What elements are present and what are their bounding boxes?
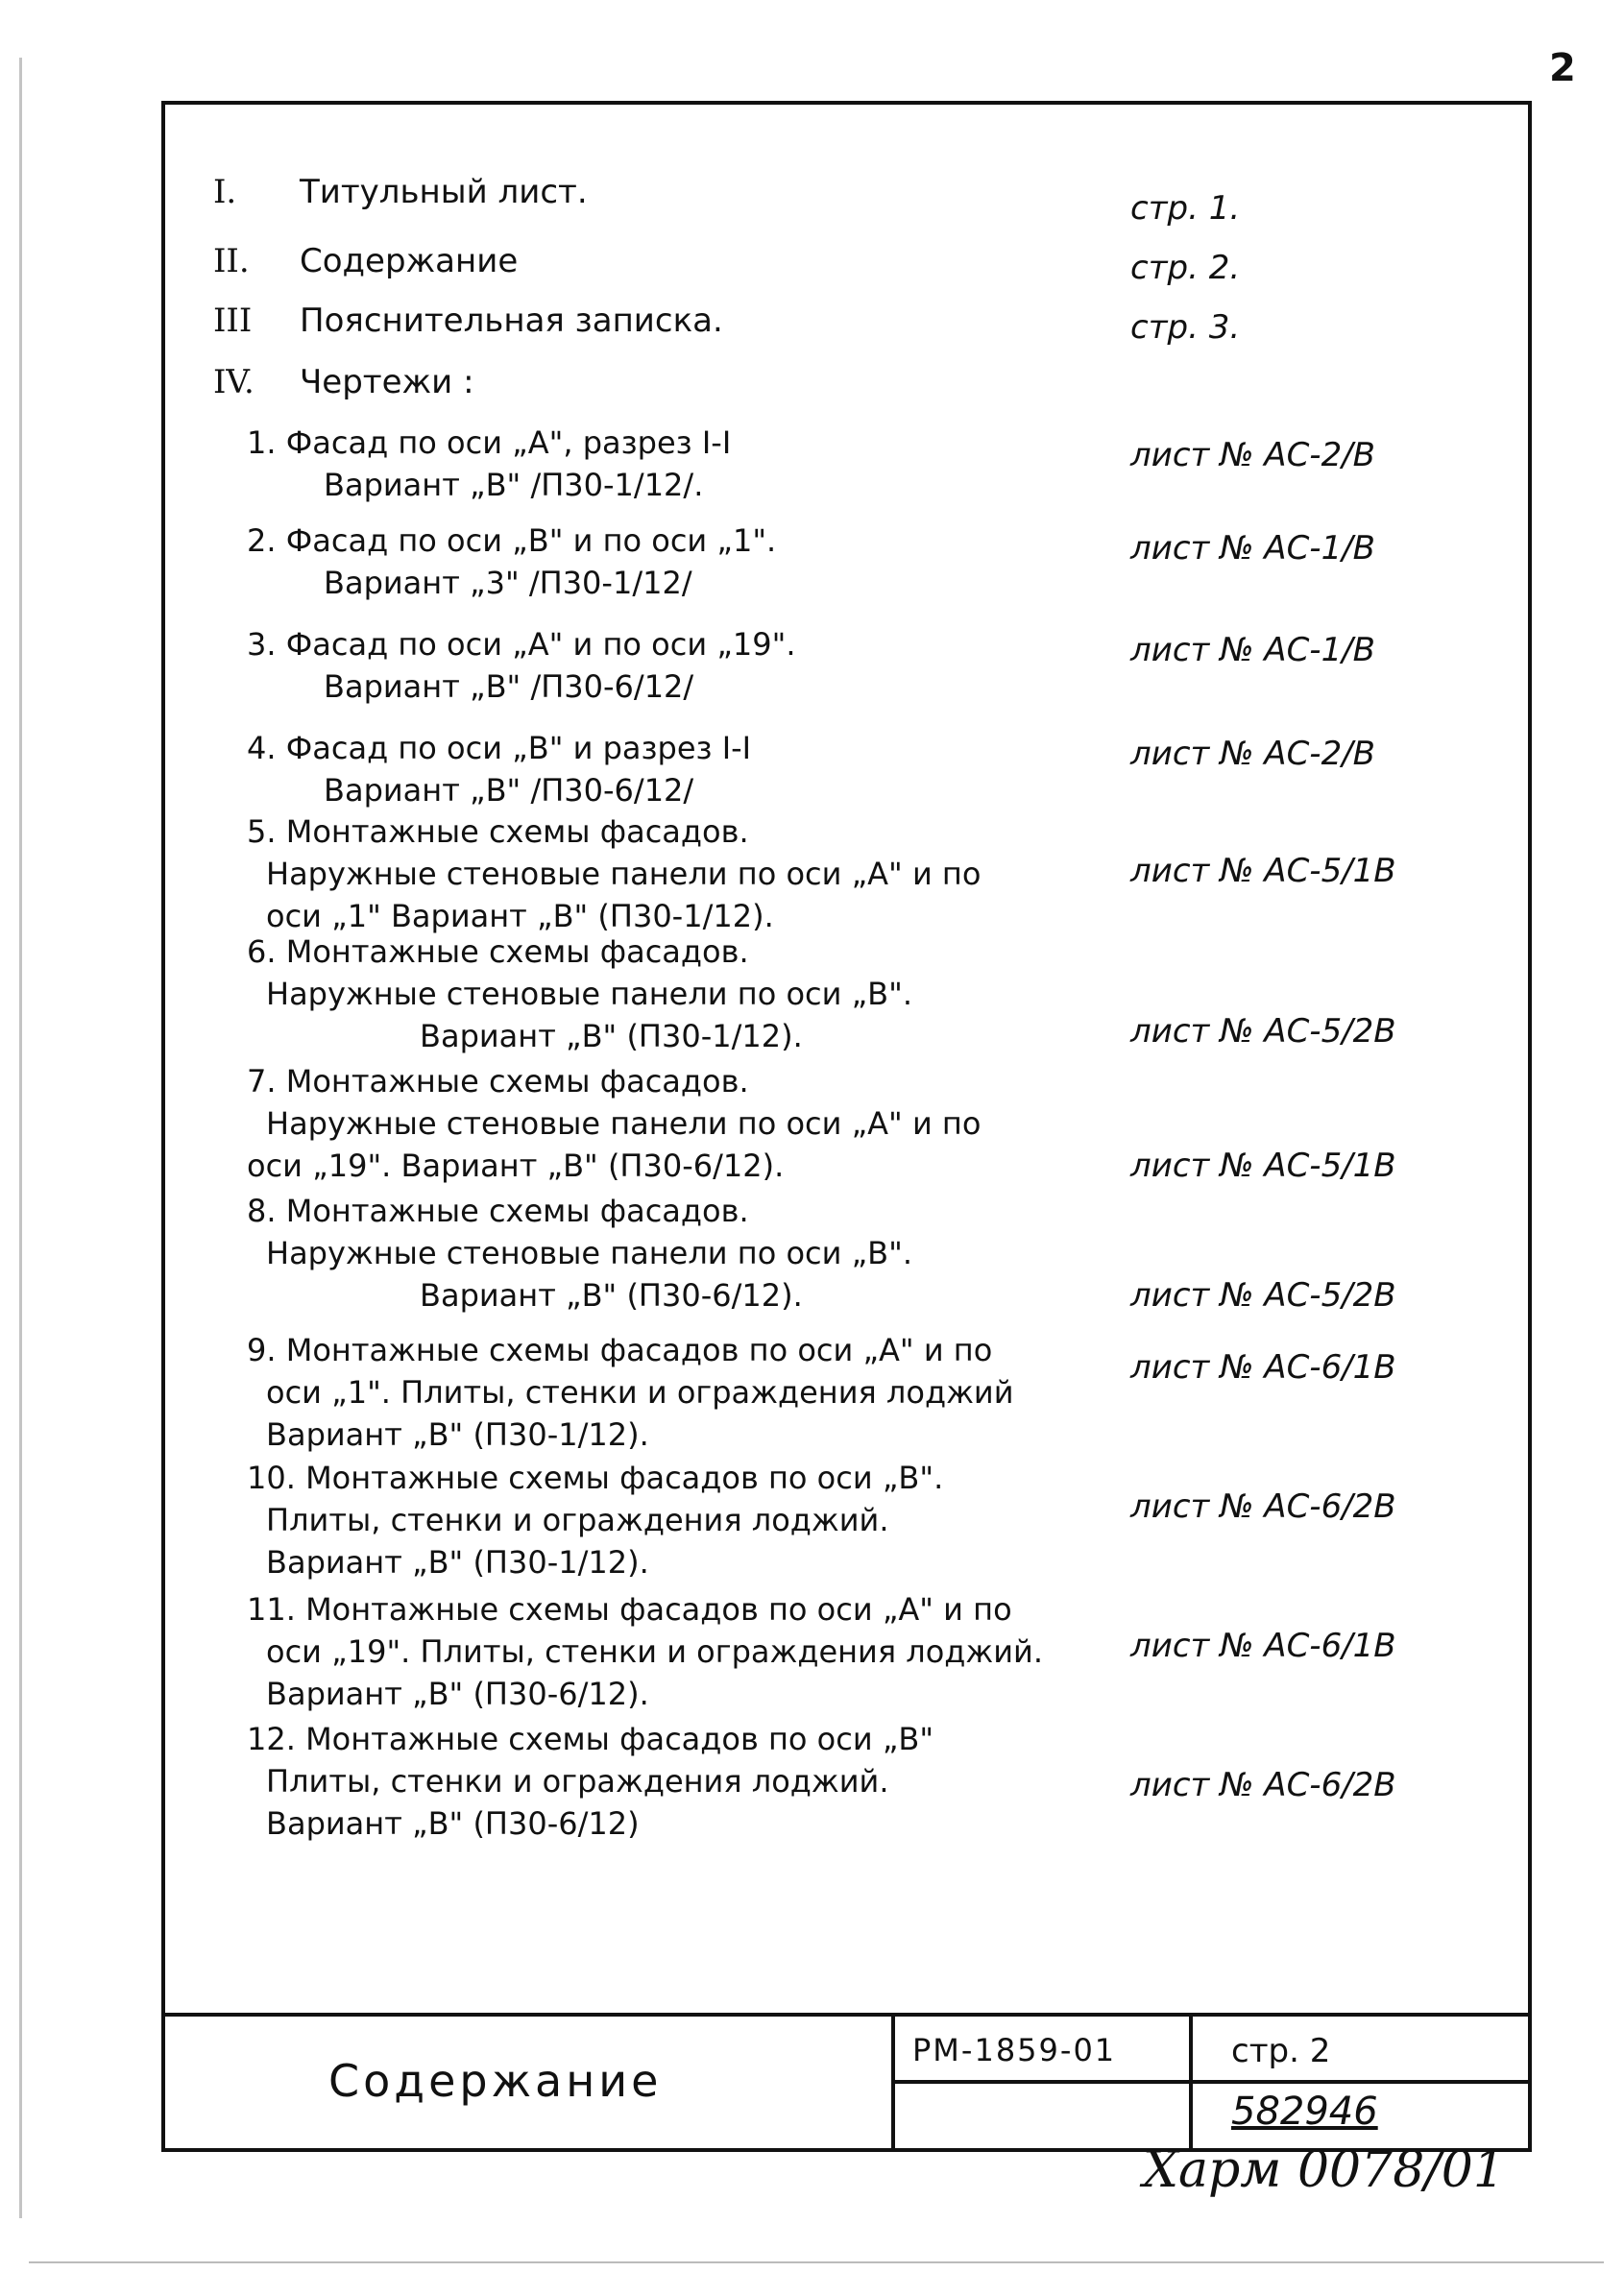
title-block-name: Содержание (328, 2055, 663, 2107)
scan-bottom-line (29, 2261, 1604, 2263)
title-block-code-cell (895, 2017, 1193, 2084)
item-line: Наружные стеновые панели по оси „В". (266, 976, 912, 1012)
section-title: Содержание (300, 242, 519, 280)
drawing-item-3 (247, 623, 796, 708)
section-row (213, 172, 588, 212)
drawing-item-4 (247, 727, 751, 811)
drawing-item-8 (247, 1190, 912, 1317)
section-number: I. (213, 173, 237, 211)
document-code: РМ-1859-01 (912, 2032, 1117, 2068)
section-number: III (213, 302, 253, 340)
sheet-ref: лист № АС-1/В (1130, 529, 1375, 568)
drawing-item-12 (247, 1718, 933, 1845)
drawing-item-10 (247, 1457, 943, 1583)
page-ref: стр. 2 (1231, 2032, 1331, 2070)
section-page-ref: стр. 3. (1130, 308, 1241, 347)
item-line: Наружные стеновые панели по оси „А" и по (266, 1105, 982, 1142)
title-block-page-cell (1193, 2017, 1528, 2084)
archive-note: Харм 0078/01 (1143, 2141, 1505, 2199)
item-line: 6. Монтажные схемы фасадов. (247, 933, 749, 970)
item-line: 12. Монтажные схемы фасадов по оси „В" (247, 1721, 934, 1757)
drawing-item-5 (247, 810, 981, 937)
item-line: Вариант „В" /П30-6/12/ (324, 772, 694, 809)
sheet-ref: лист № АС-6/1В (1130, 1348, 1396, 1387)
item-line: 4. Фасад по оси „В" и разрез I-I (247, 730, 752, 766)
drawing-item-9 (247, 1329, 1013, 1456)
sheet-ref: лист № АС-1/В (1130, 631, 1375, 669)
item-line: 11. Монтажные схемы фасадов по оси „А" и по (247, 1591, 1012, 1628)
drawing-item-2 (247, 520, 776, 604)
item-line: оси „1" Вариант „В" (П30-1/12). (266, 898, 774, 934)
sheet-ref: лист № АС-2/В (1130, 436, 1375, 474)
item-line: 8. Монтажные схемы фасадов. (247, 1193, 749, 1229)
item-line: Плиты, стенки и ограждения лоджий. (266, 1502, 889, 1538)
title-block-inventory-cell (1193, 2084, 1528, 2148)
section-page-ref: стр. 1. (1130, 189, 1241, 228)
section-row (213, 301, 723, 341)
item-line: оси „19". Плиты, стенки и ограждения лоджий. (266, 1633, 1044, 1670)
item-line: 2. Фасад по оси „В" и по оси „1". (247, 522, 777, 559)
item-line: оси „19". Вариант „В" (П30-6/12). (247, 1148, 785, 1184)
item-line: Вариант „В" (П30-1/12). (266, 1416, 649, 1453)
section-number: IV. (213, 363, 255, 401)
sheet-ref: лист № АС-2/В (1130, 735, 1375, 773)
title-block-empty-cell (895, 2084, 1193, 2148)
section-title: Титульный лист. (300, 173, 588, 211)
sheet-number: 2 (1549, 46, 1576, 90)
item-line: 10. Монтажные схемы фасадов по оси „В". (247, 1460, 944, 1496)
sheet-ref: лист № АС-5/1В (1130, 1147, 1396, 1185)
item-line: Наружные стеновые панели по оси „А" и по (266, 856, 982, 892)
section-title: Пояснительная записка. (300, 302, 723, 340)
inventory-number: 582946 (1231, 2090, 1378, 2134)
sheet-ref: лист № АС-6/1В (1130, 1627, 1396, 1665)
drawing-item-1 (247, 422, 731, 506)
title-block (165, 2013, 1528, 2148)
drawing-item-11 (247, 1588, 1043, 1715)
item-line: Вариант „3" /П30-1/12/ (324, 565, 692, 601)
item-line: Вариант „В" (П30-6/12). (420, 1277, 803, 1314)
sheet-ref: лист № АС-5/1В (1130, 852, 1396, 890)
title-block-name-cell (165, 2017, 895, 2148)
drawing-frame (161, 101, 1532, 2152)
sheet-ref: лист № АС-5/2В (1130, 1276, 1396, 1315)
item-line: Вариант „В" /П30-1/12/. (324, 467, 704, 503)
item-line: Вариант „В" (П30-6/12). (266, 1676, 649, 1712)
item-line: Вариант „В" /П30-6/12/ (324, 668, 694, 705)
drawing-item-6 (247, 930, 912, 1057)
item-line: Вариант „В" (П30-6/12) (266, 1805, 640, 1842)
item-line: 9. Монтажные схемы фасадов по оси „А" и по (247, 1332, 993, 1368)
item-line: 1. Фасад по оси „А", разрез I-I (247, 424, 732, 461)
item-line: 3. Фасад по оси „А" и по оси „19". (247, 626, 796, 663)
sheet-ref: лист № АС-5/2В (1130, 1012, 1396, 1051)
item-line: оси „1". Плиты, стенки и ограждения лоджий (266, 1374, 1014, 1411)
item-line: Плиты, стенки и ограждения лоджий. (266, 1763, 889, 1800)
sheet-ref: лист № АС-6/2В (1130, 1487, 1396, 1526)
sheet-ref: лист № АС-6/2В (1130, 1766, 1396, 1804)
section-row (213, 362, 474, 402)
section-number: II. (213, 242, 250, 280)
scan-margin-line (19, 58, 22, 2218)
item-line: Вариант „В" (П30-1/12). (266, 1544, 649, 1581)
item-line: Наружные стеновые панели по оси „В". (266, 1235, 912, 1271)
item-line: 5. Монтажные схемы фасадов. (247, 813, 749, 850)
drawing-item-7 (247, 1060, 981, 1187)
section-page-ref: стр. 2. (1130, 249, 1241, 287)
item-line: 7. Монтажные схемы фасадов. (247, 1063, 749, 1100)
section-row (213, 241, 519, 281)
section-title: Чертежи : (300, 363, 474, 401)
item-line: Вариант „В" (П30-1/12). (420, 1018, 803, 1054)
